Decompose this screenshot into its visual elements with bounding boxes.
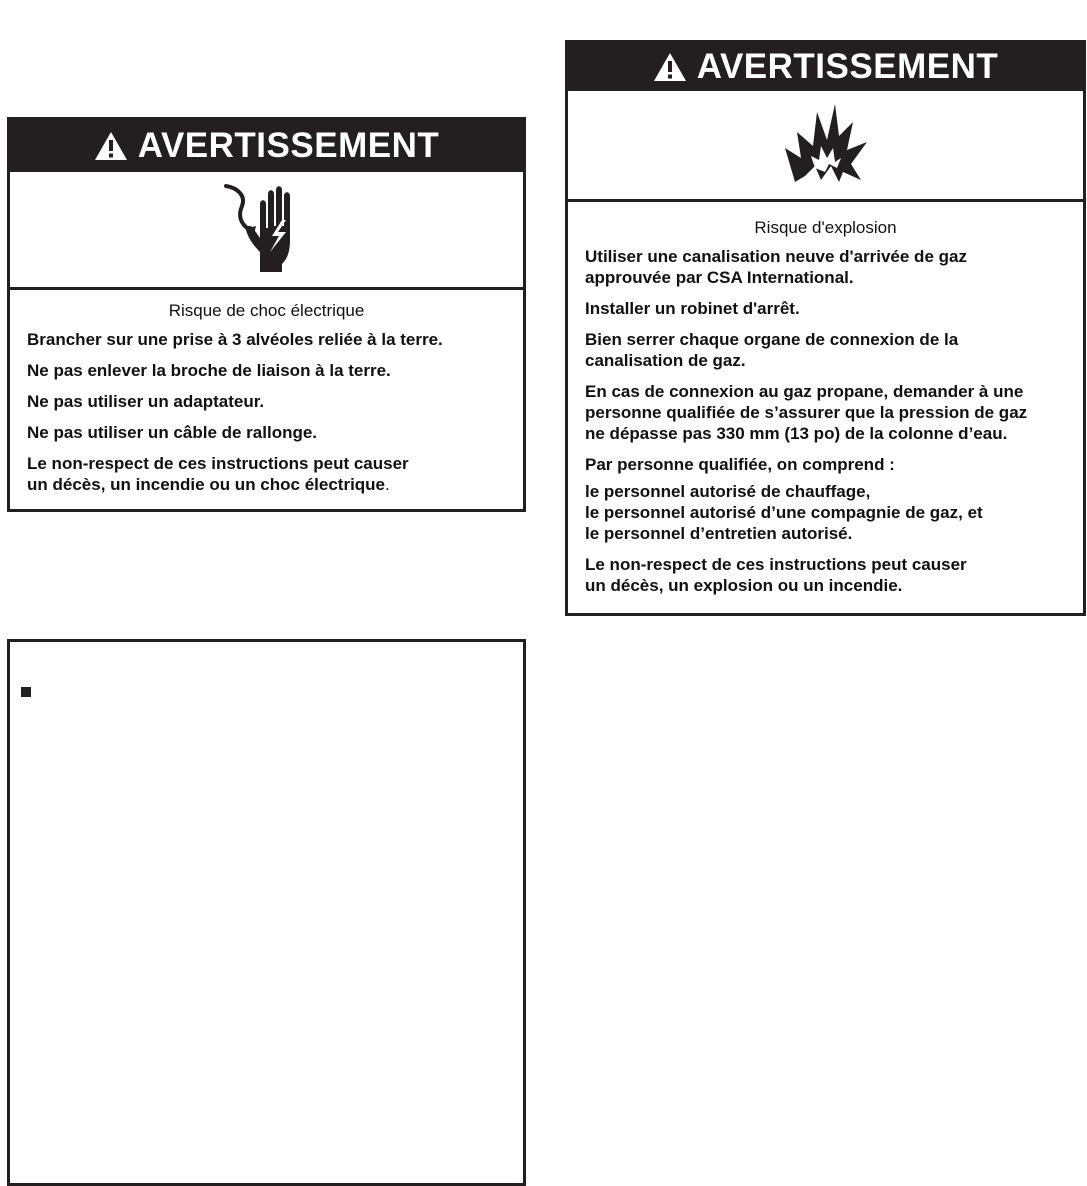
icon-row (10, 172, 523, 290)
instruction-line: le personnel autorisé de chauffage, le personnel autorisé d’une compagnie de gaz, et le personnel d’entretien autorisé. (585, 482, 983, 543)
icon-row (568, 91, 1083, 202)
warning-body (568, 202, 1083, 596)
instruction-line: Installer un robinet d'arrêt. (585, 299, 800, 318)
warning-triangle-icon (94, 131, 128, 161)
instruction-line: Ne pas utiliser un adaptateur. (27, 392, 265, 411)
instruction-line: Par personne qualifiée, on comprend : (585, 455, 895, 474)
warning-header-label: AVERTISSEMENT (696, 47, 999, 86)
consequence-text: Le non-respect de ces instructions peut causer un décès, un incendie ou un choc électrique. (27, 454, 409, 494)
warning-body (10, 290, 523, 495)
explosion-icon (781, 102, 871, 189)
consequence-text: Le non-respect de ces instructions peut causer un décès, un explosion ou un incendie. (585, 555, 967, 595)
warning-header (568, 43, 1083, 91)
instruction-line: Bien serrer chaque organe de connexion de la canalisation de gaz. (585, 330, 959, 370)
instruction-line: Ne pas utiliser un câble de rallonge. (27, 423, 318, 442)
warning-header (10, 120, 523, 172)
bullet-square-icon (21, 687, 31, 697)
hazard-title: Risque de choc électrique (168, 301, 365, 320)
warning-triangle-icon (653, 52, 687, 82)
electric-shock-warning-box (7, 117, 526, 512)
empty-content-box (7, 639, 526, 1186)
instruction-line: Ne pas enlever la broche de liaison à la terre. (27, 361, 391, 380)
electric-shock-hand-icon (222, 180, 312, 280)
instruction-line: Utiliser une canalisation neuve d'arrivée de gaz approuvée par CSA International. (585, 247, 967, 287)
warning-header-label: AVERTISSEMENT (137, 126, 440, 165)
instruction-line: Brancher sur une prise à 3 alvéoles reliée à la terre. (27, 330, 443, 349)
hazard-title: Risque d'explosion (754, 218, 897, 237)
instruction-line: En cas de connexion au gaz propane, demander à une personne qualifiée de s’assurer que la pression de gaz ne dépasse pas 330 mm (13 po) de la colonne d’eau. (585, 382, 1028, 443)
explosion-warning-box (565, 40, 1086, 616)
